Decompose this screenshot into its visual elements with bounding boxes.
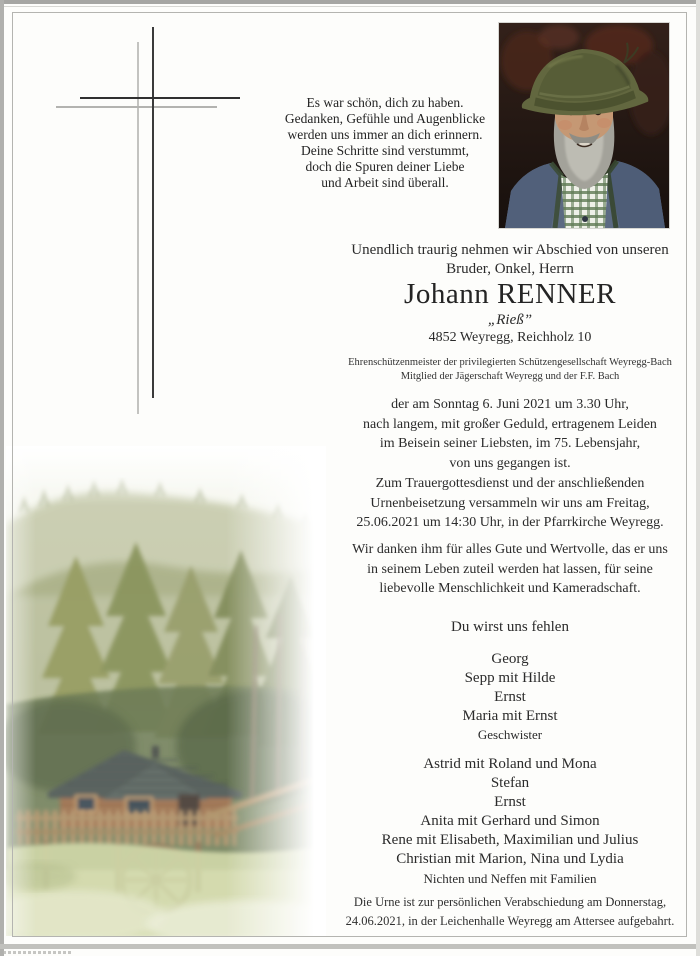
service-line: Zum Trauergottesdienst und der anschließenden (375, 476, 645, 491)
memberships (325, 356, 695, 384)
mourner-name: Christian mit Marion, Nina und Lydia (396, 851, 624, 867)
nieces-nephews-list (325, 755, 695, 869)
mourner-name: Ernst (494, 794, 526, 810)
scan-edge-top-echo (0, 6, 700, 7)
scan-edge-left (0, 0, 4, 956)
deceased-name (325, 278, 695, 311)
deceased-nickname-text: „Rieß” (487, 312, 533, 328)
passing-paragraph (325, 395, 695, 473)
scan-edge-bottom (0, 944, 700, 949)
passing-line: nach langem, mit großer Geduld, ertragenem Leiden (363, 416, 657, 432)
urn-notice-line: 24.06.2021, in der Leichenhalle Weyregg am Attersee aufgebahrt. (345, 913, 675, 928)
passing-line: der am Sonntag 6. Juni 2021 um 3.30 Uhr, (391, 397, 629, 412)
service-line: 25.06.2021 um 14:30 Uhr, in der Pfarrkirche Weyregg. (356, 515, 664, 530)
deceased-nickname (325, 312, 695, 329)
thanks-line: Wir danken ihm für alles Gute und Wertvolle, das er uns (352, 542, 668, 557)
farewell-heading-text: Du wirst uns fehlen (451, 619, 569, 635)
scan-edge-top (0, 0, 700, 4)
nieces-nephews-label-text: Nichten und Neffen mit Familien (423, 871, 597, 886)
mourner-name: Anita mit Gerhard und Simon (420, 813, 600, 829)
passing-line: von uns gegangen ist. (449, 455, 571, 471)
mourner-name: Ernst (494, 689, 526, 705)
farewell-heading (325, 619, 695, 636)
poem-line: und Arbeit sind überall. (321, 174, 449, 190)
poem-line: Deine Schritte sind verstummt, (301, 142, 469, 158)
passing-line: im Beisein seiner Liebsten, im 75. Lebensjahr, (379, 436, 641, 451)
deceased-address-text: 4852 Weyregg, Reichholz 10 (428, 330, 592, 345)
mourner-name: Maria mit Ernst (462, 708, 558, 724)
mourner-name: Rene mit Elisabeth, Maximilian und Julius (381, 832, 639, 848)
intro-line: Unendlich traurig nehmen wir Abschied von unseren (351, 242, 669, 258)
announcement-intro (325, 241, 695, 279)
urn-notice (325, 893, 695, 930)
siblings-label (325, 727, 695, 743)
mourner-name: Georg (491, 651, 529, 667)
poem-line: Gedanken, Gefühle und Augenblicke (284, 110, 486, 126)
service-line: Urnenbeisetzung versammeln wir uns am Freitag, (370, 495, 650, 511)
mourner-name: Stefan (490, 775, 530, 791)
poem-line: Es war schön, dich zu haben. (306, 95, 464, 110)
urn-notice-line: Die Urne ist zur persönlichen Verabschiedung am Donnerstag, (353, 895, 667, 909)
mourner-name: Astrid mit Roland und Mona (423, 756, 597, 772)
portrait-photo (499, 23, 669, 228)
intro-line: Bruder, Onkel, Herrn (446, 261, 574, 277)
thanks-line: in seinem Leben zuteil werden hat lassen, für seine (367, 561, 653, 577)
scan-edge-right (696, 0, 700, 956)
mourner-name: Sepp mit Hilde (464, 670, 556, 686)
memorial-poem (262, 95, 508, 190)
poem-line: doch die Spuren deiner Liebe (305, 158, 465, 174)
service-paragraph (325, 474, 695, 533)
siblings-list (325, 650, 695, 726)
deceased-name-text: Johann RENNER (404, 278, 616, 310)
siblings-label-text: Geschwister (477, 727, 543, 742)
membership-line: Ehrenschützenmeister der privilegierten Schützengesellschaft Weyregg-Bach (348, 357, 672, 368)
poem-line: werden uns immer an dich erinnern. (287, 126, 483, 142)
deceased-address (325, 330, 695, 346)
thanks-paragraph (325, 540, 695, 599)
membership-line: Mitglied der Jägerschaft Weyregg und der F.F. Bach (400, 371, 620, 382)
printer-imprint-illegible (3, 951, 73, 954)
nieces-nephews-label (325, 871, 695, 887)
thanks-line: liebevolle Menschlichkeit und Kameradschaft. (379, 581, 641, 596)
